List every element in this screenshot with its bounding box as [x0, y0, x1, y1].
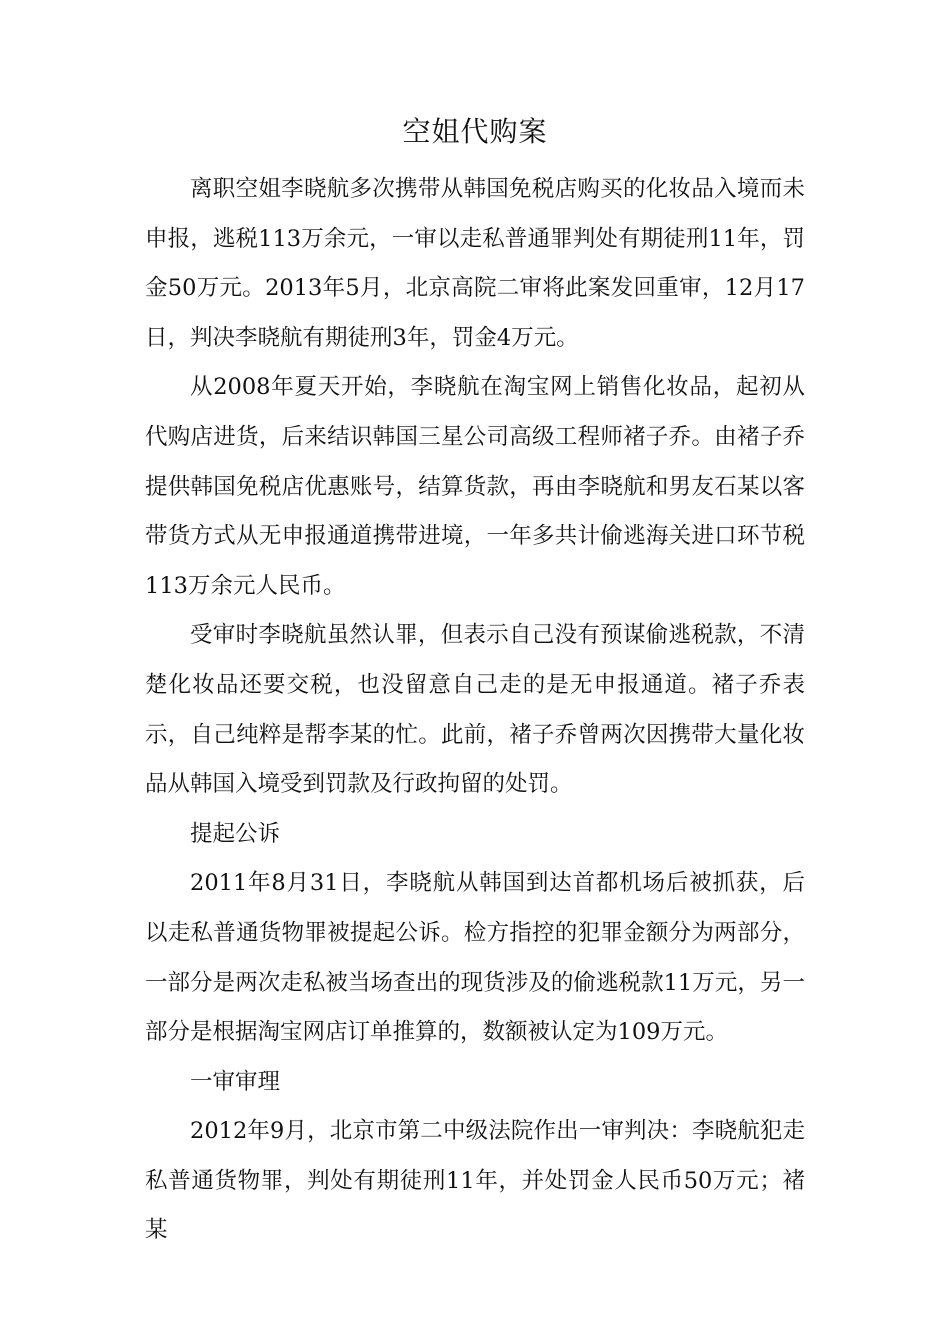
- paragraph-2: 从2008年夏天开始，李晓航在淘宝网上销售化妆品，起初从代购店进货，后来结识韩国三星公司高级工程师褚子乔。由褚子乔提供韩国免税店优惠账号，结算货款，再由李晓航和男友石某以客带货方式从无申报通道携带进境，一年多共计偷逃海关进口环节税113万余元人民币。: [145, 374, 805, 599]
- page-title: 空姐代购案: [402, 115, 548, 148]
- section-heading-prosecution: 提起公诉: [190, 820, 281, 847]
- paragraph-5: 2012年9月，北京市第二中级法院作出一审判决：李晓航犯走私普通货物罪，判处有期徒刑11年，并处罚金人民币50万元；褚某: [145, 1118, 805, 1244]
- paragraph-1: 离职空姐李晓航多次携带从韩国免税店购买的化妆品入境而未申报，逃税113万余元，一审以走私普通罪判处有期徒刑11年，罚金50万元。2013年5月，北京高院二审将此案发回重审，12月17日，判决李晓航有期徒刑3年，罚金4万元。: [145, 176, 805, 351]
- paragraph-4: 2011年8月31日，李晓航从韩国到达首都机场后被抓获，后以走私普通货物罪被提起公诉。检方指控的犯罪金额分为两部分，一部分是两次走私被当场查出的现货涉及的偷逃税款11万元，另一部分是根据淘宝网店订单推算的，数额被认定为109万元。: [145, 870, 805, 1046]
- paragraph-3: 受审时李晓航虽然认罪，但表示自己没有预谋偷逃税款，不清楚化妆品还要交税，也没留意自己走的是无申报通道。褚子乔表示，自己纯粹是帮李某的忙。此前，褚子乔曾两次因携带大量化妆品从韩国入境受到罚款及行政拘留的处罚。: [145, 622, 805, 798]
- document-body: [145, 165, 805, 1256]
- section-heading-first-trial: 一审审理: [190, 1068, 281, 1095]
